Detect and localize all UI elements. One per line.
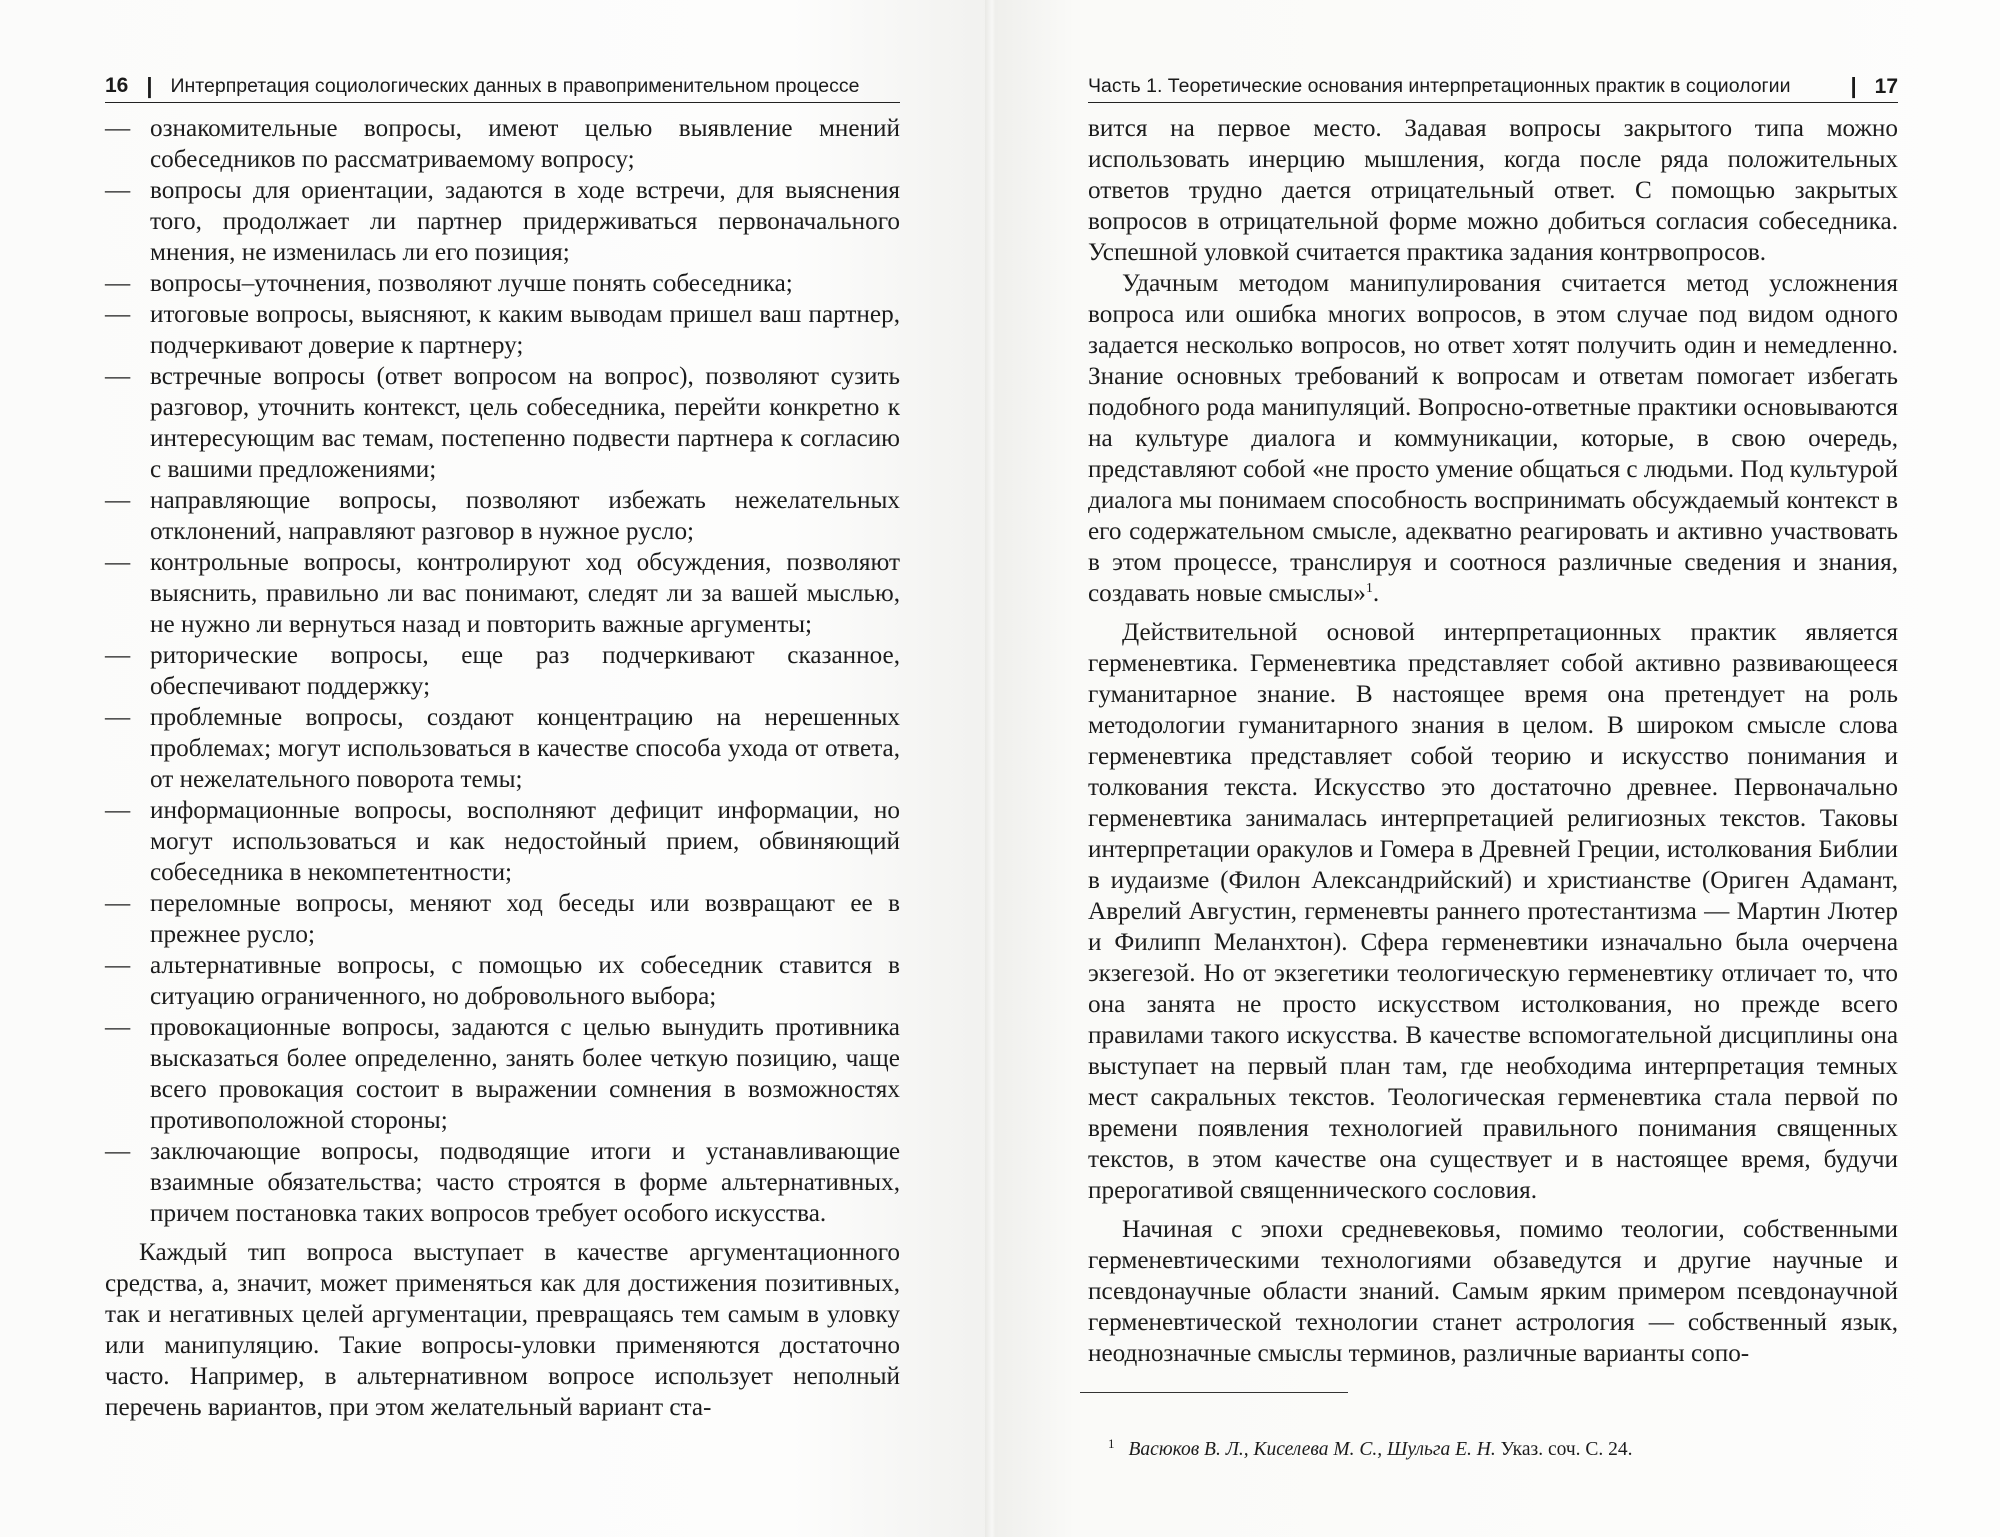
dash-bullet: — <box>105 890 131 917</box>
dash-bullet: — <box>105 1014 131 1041</box>
left-closing-paragraph: Каждый тип вопроса выступает в качестве аргументационного средства, а, значит, может применяться как для достижения позитивных, так и негативных целей аргументации, превращаясь тем самым в уловку или манипуляцию. Такие вопросы-уловки применяются достаточно часто. Например, в альтернативном вопросе использует неполный перечень вариантов, при этом желательный вариант ста- <box>105 1239 900 1421</box>
list-item: — риторические вопросы, еще раз подчеркивают сказанное, обеспечивают поддержку; <box>105 642 900 700</box>
list-item: — ознакомительные вопросы, имеют целью выявление мнений собеседников по рассматриваемому вопросу; <box>105 115 900 173</box>
dash-bullet: — <box>105 1138 131 1165</box>
dash-bullet: — <box>105 487 131 514</box>
left-running-head-title: Интерпретация социологических данных в правоприменительном процессе <box>170 74 860 97</box>
list-item: — альтернативные вопросы, с помощью их собеседник ставится в ситуацию ограниченного, но добровольного выбора; <box>105 952 900 1010</box>
list-item: — переломные вопросы, меняют ход беседы или возвращают ее в прежнее русло; <box>105 890 900 948</box>
right-paragraph-1: Удачным методом манипулирования считается метод усложнения вопроса или ошибка многих вопросов, в этом случае под видом одного задается несколько вопросов, но ответ хотят получить один и немедленно. Знание основных требований к вопросам и ответам помогает избегать подобного рода манипуляций. Вопросно-ответные практики основываются на культуре диалога и коммуникации, которые, в свою очередь, представляют собой «не просто умение общаться с людьми. Под культурой диалога мы понимаем способность воспринимать обсуждаемый контекст в его содержательном смысле, адекватно реагировать и активно участвовать в этом процессе, транслируя и соотнося различные сведения и знания, создавать новые смыслы»$^1$. <box>1088 270 1898 607</box>
header-separator: | <box>1850 73 1857 98</box>
right-opening-text: вится на первое место. Задавая вопросы закрытого типа можно использовать инерцию мышления, когда после ряда положительных ответов трудно дается отрицательный ответ. С помощью закрытых вопросов в отрицательной форме можно добиться согласия собеседника. Успешной уловкой считается практика задания контрвопросов. <box>1088 115 1898 266</box>
right-page-number: 17 <box>1874 75 1898 98</box>
list-item: — контрольные вопросы, контролируют ход обсуждения, позволяют выяснить, правильно ли вас понимают, следят ли за вашей мыслью, не нужно ли вернуться назад и повторить важные аргументы; <box>105 549 900 638</box>
list-item: — заключающие вопросы, подводящие итоги и устанавливающие взаимные обязательства; часто строятся в форме альтернативных, причем постановка таких вопросов требует особого искусства. <box>105 1138 900 1227</box>
list-item: — информационные вопросы, восполняют дефицит информации, но могут использоваться и как недостойный прием, обвиняющий собеседника в некомпетентности; <box>105 797 900 886</box>
right-running-header <box>1088 70 1898 103</box>
footnote-reference-text: Указ. соч. С. 24. <box>1500 1439 1633 1460</box>
right-header-number-group <box>1832 73 1898 99</box>
list-item: — проблемные вопросы, создают концентрацию на нерешенных проблемах; могут использоваться в качестве способа ухода от ответа, от нежелательного поворота темы; <box>105 704 900 793</box>
dash-bullet: — <box>105 301 131 328</box>
list-item: — вопросы для ориентации, задаются в ходе встречи, для выяснения того, продолжает ли партнер придерживаться первоначального мнения, не изменилась ли его позиция; <box>105 177 900 266</box>
left-page-number: 16 <box>105 74 129 97</box>
right-page-body <box>1088 113 1898 1369</box>
list-item: — встречные вопросы (ответ вопросом на вопрос), позволяют сузить разговор, уточнить контекст, цель собеседника, перейти конкретно к интересующим вас темам, постепенно подвести партнера к согласию с вашими предложениями; <box>105 363 900 483</box>
dash-bullet: — <box>105 115 131 142</box>
footnote-reference: 1 <box>1365 581 1373 596</box>
right-running-head-title: Часть 1. Теоретические основания интерпретационных практик в социологии <box>1088 74 1791 97</box>
dash-bullet: — <box>105 952 131 979</box>
footnote <box>1108 1432 1888 1462</box>
list-item: — вопросы–уточнения, позволяют лучше понять собеседника; <box>105 270 793 297</box>
dash-bullet: — <box>105 642 131 669</box>
dash-bullet: — <box>105 177 131 204</box>
left-page-body <box>105 113 900 1423</box>
left-page <box>0 0 990 1537</box>
footnote-rule <box>1080 1392 1348 1393</box>
header-separator: | <box>146 73 153 98</box>
left-running-header <box>105 70 900 103</box>
list-item: — направляющие вопросы, позволяют избежать нежелательных отклонений, направляют разговор в нужное русло; <box>105 487 900 545</box>
list-item: — итоговые вопросы, выясняют, к каким выводам пришел ваш партнер, подчеркивают доверие к партнеру; <box>105 301 900 359</box>
list-item: — провокационные вопросы, задаются с целью вынудить противника высказаться более определенно, занять более четкую позицию, чаще всего провокация состоит в выражении сомнения в возможностях противоположной стороны; <box>105 1014 900 1134</box>
dash-bullet: — <box>105 797 131 824</box>
footnote-authors: Васюков В. Л., Киселева М. С., Шульга Е. Н. <box>1128 1439 1496 1460</box>
right-paragraph-3: Начиная с эпохи средневековья, помимо теологии, собственными герменевтическими технологиями обзаведутся и другие научные и псевдонаучные области знаний. Самым ярким примером псевдонаучной герменевтической технологии станет астрология — собственный язык, неоднозначные смыслы терминов, различные варианты сопо- <box>1088 1216 1898 1367</box>
dash-bullet: — <box>105 270 131 297</box>
dash-bullet: — <box>105 704 131 731</box>
dash-bullet: — <box>105 363 131 390</box>
footnote-marker: 1 <box>1108 1436 1115 1451</box>
right-page <box>995 0 2000 1537</box>
right-paragraph-2: Действительной основой интерпретационных практик является герменевтика. Герменевтика представляет собой активно развивающееся гуманитарное знание. В настоящее время она претендует на роль методологии гуманитарного знания в целом. В широком смысле слова герменевтика представляет собой теорию и искусство понимания и толкования текста. Искусство это достаточно древнее. Первоначально герменевтика занималась интерпретацией религиозных текстов. Таковы интерпретации оракулов и Гомера в Древней Греции, истолкования Библии в иудаизме (Филон Александрийский) и христианстве (Ориген Адамант, Аврелий Августин, герменевты раннего протестантизма — Мартин Лютер и Филипп Меланхтон). Сфера герменевтики изначально была очерчена экзегезой. Но от экзегетики теологическую герменевтику отличает то, что она занята не просто искусством истолкования, но прежде всего правилами такого искусства. В качестве вспомогательной дисциплины она выступает на первый план там, где необходима интерпретация темных мест сакральных текстов. Теологическая герменевтика стала первой по времени появления технологией правильного понимания священных текстов, в этом качестве она существует и в настоящее время, будучи прерогативой священнического сословия. <box>1088 619 1898 1204</box>
dash-bullet: — <box>105 549 131 576</box>
